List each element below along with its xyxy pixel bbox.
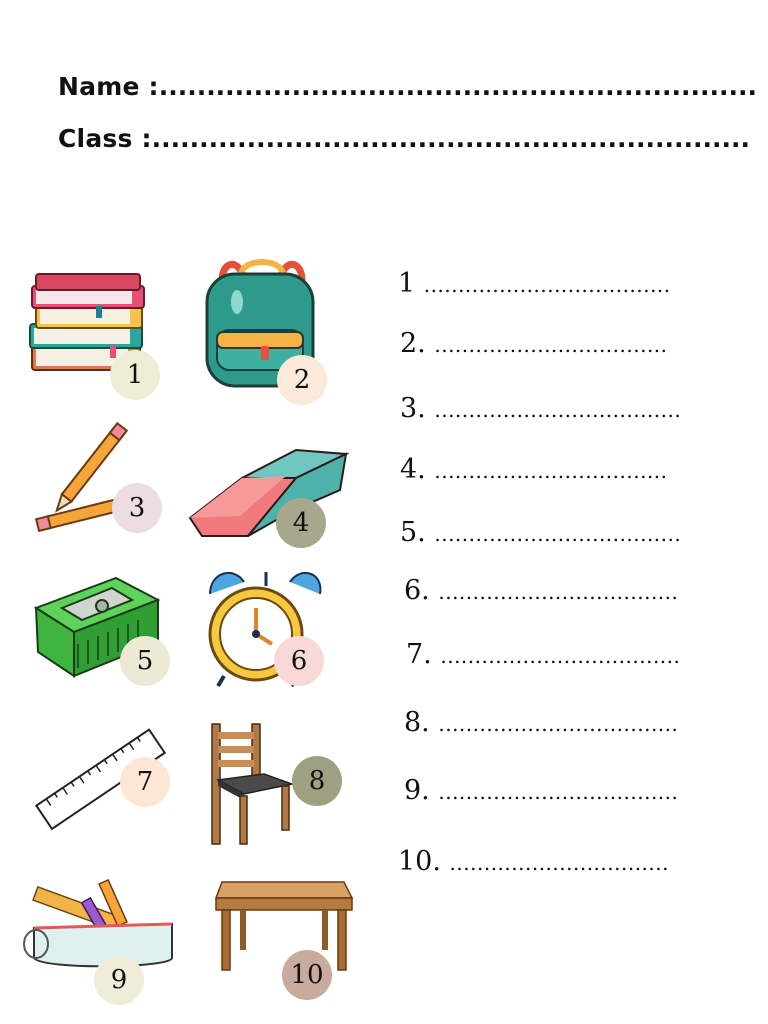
answer-blank[interactable]: .................................... [434,522,682,546]
class-line [58,124,750,153]
name-line [58,72,757,101]
class-label: Class : [58,124,152,153]
answer-line-7: 7. ................................... [406,639,681,670]
answer-blank[interactable]: .................................. [434,459,668,483]
picture-badge: 9 [94,955,144,1005]
answer-line-1: 1 .................................... [398,268,671,299]
picture-badge: 4 [276,498,326,548]
answer-blank[interactable]: ................................ [449,851,669,875]
answer-blank[interactable]: ................................... [438,712,679,736]
pencil-case-icon [22,880,176,972]
table-icon [214,878,354,972]
answer-line-10: 10. ................................ [398,846,669,877]
picture-badge: 1 [110,350,160,400]
picture-badge: 8 [292,756,342,806]
answer-blank[interactable]: ................................... [438,580,679,604]
answer-blank[interactable]: ................................... [440,644,681,668]
picture-badge: 2 [277,355,327,405]
class-blank[interactable]: ............................................................... [151,124,750,153]
name-label: Name : [58,72,159,101]
answer-blank[interactable]: .................................. [434,333,668,357]
answer-line-8: 8. ................................... [404,707,679,738]
answer-line-4: 4. .................................. [400,454,668,485]
name-blank[interactable]: ............................................................... [158,72,758,101]
answer-blank[interactable]: .................................... [434,398,682,422]
answer-blank[interactable]: ................................... [438,780,679,804]
answer-line-5: 5. .................................... [400,517,682,548]
answer-blank[interactable]: .................................... [423,273,671,297]
picture-badge: 6 [274,636,324,686]
answer-line-3: 3. .................................... [400,393,682,424]
picture-badge: 3 [112,483,162,533]
chair-icon [208,724,294,848]
answer-line-9: 9. ................................... [404,775,679,806]
answer-line-6: 6. ................................... [404,575,679,606]
picture-badge: 10 [282,950,332,1000]
answer-line-2: 2. .................................. [400,328,668,359]
picture-badge: 5 [120,636,170,686]
picture-badge: 7 [120,757,170,807]
